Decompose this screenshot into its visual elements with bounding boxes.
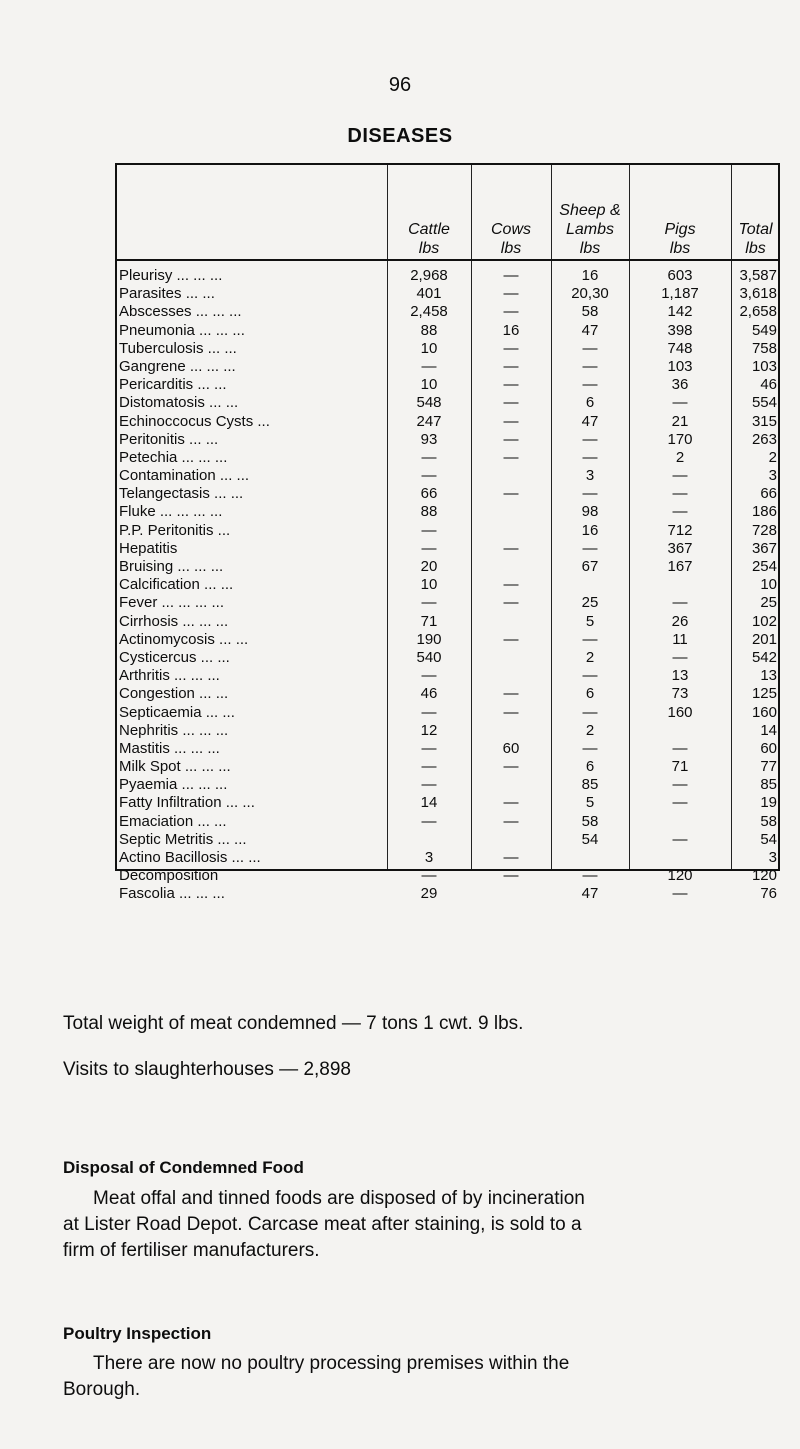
row-label: Cysticercus ... ... bbox=[119, 648, 230, 666]
cell-pigs: 21 bbox=[671, 412, 689, 430]
total-weight-text: Total weight of meat condemned — 7 tons 1 cwt. 9 lbs. bbox=[63, 1013, 524, 1034]
cell-pigs: 712 bbox=[667, 521, 693, 539]
row-label: Cirrhosis ... ... ... bbox=[119, 612, 229, 630]
cell-cows: — bbox=[503, 412, 519, 430]
cell-cows: — bbox=[503, 303, 519, 321]
cell-cows: — bbox=[503, 339, 519, 357]
cell-total: 367 bbox=[751, 539, 777, 557]
header-pigs-line1: Pigs bbox=[664, 221, 696, 238]
cell-pigs: 398 bbox=[667, 321, 693, 339]
cell-cows: — bbox=[503, 485, 519, 503]
row-label: Bruising ... ... ... bbox=[119, 558, 224, 575]
row-label: Fever ... ... ... ... bbox=[119, 594, 225, 612]
header-sheep-line1: Sheep & bbox=[559, 202, 621, 219]
row-label: Echinoccocus Cysts ... bbox=[119, 412, 270, 430]
cell-pigs: 71 bbox=[671, 758, 689, 776]
row-label: Petechia ... ... ... bbox=[119, 448, 228, 466]
table-row bbox=[119, 267, 778, 285]
row-label: Milk Spot ... ... ... bbox=[119, 758, 231, 776]
table-row bbox=[119, 431, 778, 449]
table-row bbox=[119, 631, 778, 649]
cell-cattle: 29 bbox=[420, 885, 438, 903]
row-label: Decomposition bbox=[119, 867, 219, 885]
cell-cattle: 46 bbox=[420, 685, 438, 703]
cell-sheep: 3 bbox=[585, 467, 595, 485]
page-title: DISEASES bbox=[347, 125, 453, 147]
row-label: Parasites ... ... bbox=[119, 285, 215, 303]
cell-total: 3 bbox=[768, 849, 777, 866]
cell-pigs: — bbox=[672, 648, 688, 666]
cell-sheep: 67 bbox=[581, 558, 599, 575]
cell-sheep: 54 bbox=[581, 830, 599, 848]
cell-pigs: — bbox=[672, 503, 688, 521]
cell-cows: — bbox=[503, 539, 519, 557]
table-row bbox=[119, 449, 778, 467]
table-row bbox=[119, 813, 778, 831]
cell-pigs: 748 bbox=[667, 339, 693, 357]
row-label: Actinomycosis ... ... bbox=[119, 630, 249, 648]
cell-cows: — bbox=[503, 849, 519, 866]
cell-cattle: — bbox=[421, 357, 437, 375]
header-pigs-line2: lbs bbox=[669, 240, 691, 257]
cell-cattle: — bbox=[421, 739, 437, 757]
row-label: Telangectasis ... ... bbox=[119, 485, 244, 503]
cell-cattle: 10 bbox=[420, 576, 438, 594]
poultry-paragraph bbox=[63, 1351, 789, 1403]
row-label: Calcification ... ... bbox=[119, 576, 234, 594]
cell-cows: — bbox=[503, 685, 519, 703]
cell-cattle: 88 bbox=[420, 321, 438, 339]
cell-cattle: — bbox=[421, 667, 437, 685]
disposal-line-3: firm of fertiliser manufacturers. bbox=[63, 1240, 320, 1261]
cell-sheep: — bbox=[582, 739, 598, 757]
header-sheep-line3: lbs bbox=[579, 240, 601, 257]
cell-total: 3 bbox=[768, 467, 777, 485]
row-label: Pneumonia ... ... ... bbox=[119, 321, 245, 339]
cell-cows: — bbox=[503, 448, 519, 466]
cell-pigs: 36 bbox=[671, 376, 689, 394]
table-row bbox=[119, 831, 778, 849]
cell-cattle: 401 bbox=[416, 285, 442, 303]
table-row bbox=[119, 485, 778, 503]
row-label: Congestion ... ... bbox=[119, 685, 229, 703]
cell-cows: — bbox=[503, 703, 519, 721]
header-pigs bbox=[629, 190, 731, 258]
cell-cattle: 540 bbox=[416, 648, 442, 666]
cell-cattle: — bbox=[421, 539, 437, 557]
header-cattle-line2: lbs bbox=[418, 240, 440, 257]
cell-cattle: 14 bbox=[420, 794, 438, 812]
cell-pigs: 367 bbox=[667, 539, 693, 557]
cell-total: 315 bbox=[751, 412, 777, 430]
row-label: Pyaemia ... ... ... bbox=[119, 776, 228, 794]
cell-sheep: — bbox=[582, 357, 598, 375]
cell-pigs: — bbox=[672, 776, 688, 794]
table-row bbox=[119, 503, 778, 521]
row-label: Septic Metritis ... ... bbox=[119, 830, 247, 848]
cell-total: 19 bbox=[760, 794, 777, 812]
cell-cattle: 247 bbox=[416, 412, 442, 430]
cell-sheep: — bbox=[582, 448, 598, 466]
cell-sheep: 85 bbox=[581, 776, 599, 794]
diseases-table bbox=[115, 163, 780, 903]
row-label: Arthritis ... ... ... bbox=[119, 667, 220, 685]
poultry-line-1: There are now no poultry processing premises within the bbox=[93, 1353, 570, 1374]
cell-cattle: — bbox=[421, 448, 437, 466]
cell-pigs: — bbox=[672, 467, 688, 485]
cell-total: 102 bbox=[751, 612, 777, 630]
cell-sheep: 16 bbox=[581, 521, 599, 539]
cell-cows: — bbox=[503, 430, 519, 448]
cell-total: 3,618 bbox=[739, 285, 777, 303]
poultry-line-2: Borough. bbox=[63, 1379, 141, 1400]
cell-cattle: — bbox=[421, 521, 437, 539]
cell-total: 10 bbox=[760, 576, 777, 594]
cell-sheep: 98 bbox=[581, 503, 599, 521]
cell-sheep: 2 bbox=[585, 648, 595, 666]
cell-total: 758 bbox=[751, 339, 777, 357]
table-row bbox=[119, 522, 778, 540]
disposal-line-2: at Lister Road Depot. Carcase meat after staining, is sold to a bbox=[63, 1214, 582, 1235]
cell-total: 13 bbox=[760, 667, 777, 685]
table-row bbox=[119, 322, 778, 340]
cell-total: 46 bbox=[760, 376, 777, 394]
cell-cattle: — bbox=[421, 776, 437, 794]
cell-sheep: — bbox=[582, 539, 598, 557]
cell-cattle: 71 bbox=[420, 612, 438, 630]
cell-total: 160 bbox=[751, 703, 777, 721]
cell-cows: — bbox=[503, 594, 519, 612]
cell-total: 60 bbox=[760, 739, 777, 757]
cell-sheep: 6 bbox=[585, 685, 595, 703]
cell-cattle: 20 bbox=[420, 558, 438, 575]
cell-sheep: 6 bbox=[585, 394, 595, 412]
cell-pigs: — bbox=[672, 830, 688, 848]
cell-total: 77 bbox=[760, 758, 777, 776]
cell-sheep: — bbox=[582, 867, 598, 885]
table-row bbox=[119, 540, 778, 558]
cell-pigs: — bbox=[672, 594, 688, 612]
table-row bbox=[119, 467, 778, 485]
cell-sheep: 5 bbox=[585, 794, 595, 812]
table-row bbox=[119, 867, 778, 885]
row-label: Actino Bacillosis ... ... bbox=[119, 849, 261, 866]
cell-cows: 16 bbox=[502, 321, 520, 339]
cell-cows: — bbox=[503, 758, 519, 776]
table-row bbox=[119, 340, 778, 358]
cell-pigs: 2 bbox=[675, 448, 685, 466]
table-row bbox=[119, 722, 778, 740]
header-sheep-line2: Lambs bbox=[565, 221, 615, 238]
cell-sheep: — bbox=[582, 485, 598, 503]
cell-sheep: — bbox=[582, 667, 598, 685]
row-label: Septicaemia ... ... bbox=[119, 703, 235, 721]
cell-pigs: 13 bbox=[671, 667, 689, 685]
cell-cattle: 190 bbox=[416, 630, 442, 648]
table-row bbox=[119, 685, 778, 703]
cell-sheep: 6 bbox=[585, 758, 595, 776]
cell-pigs: 167 bbox=[667, 558, 693, 575]
cell-pigs: — bbox=[672, 394, 688, 412]
row-label: Fascolia ... ... ... bbox=[119, 885, 225, 903]
cell-cattle: 12 bbox=[420, 721, 438, 739]
cell-cows: — bbox=[503, 285, 519, 303]
cell-sheep: — bbox=[582, 430, 598, 448]
cell-pigs: — bbox=[672, 485, 688, 503]
cell-cattle: 10 bbox=[420, 339, 438, 357]
cell-cattle: — bbox=[421, 867, 437, 885]
cell-sheep: 5 bbox=[585, 612, 595, 630]
table-row bbox=[119, 740, 778, 758]
poultry-heading: Poultry Inspection bbox=[63, 1324, 212, 1343]
header-cattle bbox=[387, 190, 471, 258]
cell-pigs: — bbox=[672, 739, 688, 757]
cell-pigs: 170 bbox=[667, 430, 693, 448]
cell-total: 728 bbox=[751, 521, 777, 539]
cell-sheep: 16 bbox=[581, 267, 599, 284]
row-label: Tuberculosis ... ... bbox=[119, 339, 237, 357]
table-row bbox=[119, 667, 778, 685]
table-row bbox=[119, 704, 778, 722]
cell-total: 2,658 bbox=[739, 303, 777, 321]
cell-cows: — bbox=[503, 812, 519, 830]
cell-total: 25 bbox=[760, 594, 777, 612]
table-row bbox=[119, 849, 778, 867]
cell-cows: — bbox=[503, 357, 519, 375]
cell-cattle: — bbox=[421, 758, 437, 776]
table-row bbox=[119, 885, 778, 903]
table-row bbox=[119, 285, 778, 303]
cell-pigs: — bbox=[672, 794, 688, 812]
table-row bbox=[119, 394, 778, 412]
cell-total: 58 bbox=[760, 812, 777, 830]
cell-cattle: — bbox=[421, 812, 437, 830]
cell-sheep: 2 bbox=[585, 721, 595, 739]
cell-sheep: 58 bbox=[581, 812, 599, 830]
row-label: Mastitis ... ... ... bbox=[119, 739, 220, 757]
cell-total: 54 bbox=[760, 830, 777, 848]
cell-sheep: 25 bbox=[581, 594, 599, 612]
cell-sheep: 47 bbox=[581, 885, 599, 903]
row-label: Emaciation ... ... bbox=[119, 812, 227, 830]
cell-cattle: 3 bbox=[424, 849, 434, 866]
visits-text: Visits to slaughterhouses — 2,898 bbox=[63, 1059, 351, 1080]
cell-cows: — bbox=[503, 867, 519, 885]
cell-cows: — bbox=[503, 576, 519, 594]
cell-sheep: 47 bbox=[581, 321, 599, 339]
cell-cattle: 88 bbox=[420, 503, 438, 521]
row-label: Hepatitis bbox=[119, 539, 178, 557]
cell-pigs: 120 bbox=[667, 867, 693, 885]
cell-total: 554 bbox=[751, 394, 777, 412]
header-divider bbox=[117, 259, 778, 261]
cell-cattle: 2,968 bbox=[410, 267, 448, 284]
table-row bbox=[119, 649, 778, 667]
cell-sheep: 58 bbox=[581, 303, 599, 321]
table-row bbox=[119, 358, 778, 376]
header-total-line2: lbs bbox=[745, 240, 766, 257]
cell-sheep: — bbox=[582, 376, 598, 394]
cell-cows: — bbox=[503, 376, 519, 394]
cell-total: 254 bbox=[751, 558, 777, 575]
cell-cattle: 10 bbox=[420, 376, 438, 394]
cell-pigs: 103 bbox=[667, 357, 693, 375]
disposal-heading: Disposal of Condemned Food bbox=[63, 1158, 304, 1177]
header-cows bbox=[471, 190, 551, 258]
row-label: Pericarditis ... ... bbox=[119, 376, 227, 394]
cell-cows: — bbox=[503, 267, 519, 284]
table-row bbox=[119, 376, 778, 394]
row-label: Nephritis ... ... ... bbox=[119, 721, 229, 739]
disposal-paragraph bbox=[63, 1186, 789, 1264]
header-total bbox=[731, 190, 780, 258]
cell-total: 3,587 bbox=[739, 267, 777, 284]
cell-sheep: — bbox=[582, 339, 598, 357]
row-label: Gangrene ... ... ... bbox=[119, 357, 236, 375]
cell-total: 14 bbox=[760, 721, 777, 739]
cell-sheep: 47 bbox=[581, 412, 599, 430]
row-label: Contamination ... ... bbox=[119, 467, 250, 485]
cell-pigs: — bbox=[672, 885, 688, 903]
cell-pigs: 11 bbox=[672, 630, 688, 648]
cell-total: 125 bbox=[751, 685, 777, 703]
header-cows-line1: Cows bbox=[490, 221, 531, 238]
cell-total: 103 bbox=[751, 357, 777, 375]
page-number: 96 bbox=[388, 74, 412, 96]
cell-cows: — bbox=[503, 794, 519, 812]
cell-cows: — bbox=[503, 394, 519, 412]
row-label: Fluke ... ... ... ... bbox=[119, 503, 223, 521]
cell-cattle: 93 bbox=[420, 430, 438, 448]
table-row bbox=[119, 776, 778, 794]
cell-total: 120 bbox=[751, 867, 777, 885]
cell-total: 2 bbox=[768, 448, 777, 466]
table-row bbox=[119, 303, 778, 321]
row-label: Peritonitis ... ... bbox=[119, 430, 219, 448]
header-cows-line2: lbs bbox=[500, 240, 522, 257]
row-label: Fatty Infiltration ... ... bbox=[119, 794, 255, 812]
cell-pigs: 1,187 bbox=[661, 285, 699, 303]
row-label: Abscesses ... ... ... bbox=[119, 303, 242, 321]
table-row bbox=[119, 576, 778, 594]
disposal-line-1: Meat offal and tinned foods are disposed of by incineration bbox=[93, 1188, 585, 1209]
table-row bbox=[119, 558, 778, 576]
cell-sheep: — bbox=[582, 703, 598, 721]
cell-cattle: — bbox=[421, 594, 437, 612]
cell-total: 66 bbox=[760, 485, 777, 503]
cell-cows: 60 bbox=[502, 739, 520, 757]
table-row bbox=[119, 594, 778, 612]
cell-sheep: 20,30 bbox=[571, 285, 609, 303]
cell-sheep: — bbox=[582, 630, 598, 648]
row-label: Pleurisy ... ... ... bbox=[119, 267, 223, 284]
table-body bbox=[119, 267, 778, 904]
cell-total: 186 bbox=[751, 503, 777, 521]
cell-cattle: — bbox=[421, 703, 437, 721]
table-row bbox=[119, 794, 778, 812]
cell-pigs: 142 bbox=[667, 303, 693, 321]
table-row bbox=[119, 413, 778, 431]
cell-total: 76 bbox=[760, 885, 777, 903]
table-row bbox=[119, 613, 778, 631]
cell-total: 549 bbox=[751, 321, 777, 339]
header-cattle-line1: Cattle bbox=[408, 221, 450, 238]
cell-cattle: — bbox=[421, 467, 437, 485]
cell-cattle: 66 bbox=[420, 485, 438, 503]
cell-cattle: 2,458 bbox=[410, 303, 448, 321]
cell-pigs: 73 bbox=[671, 685, 689, 703]
table-row bbox=[119, 758, 778, 776]
cell-total: 542 bbox=[751, 648, 777, 666]
cell-pigs: 603 bbox=[667, 267, 693, 284]
cell-cows: — bbox=[503, 630, 519, 648]
cell-pigs: 26 bbox=[671, 612, 689, 630]
row-label: P.P. Peritonitis ... bbox=[119, 521, 231, 539]
header-total-line1: Total bbox=[738, 221, 773, 238]
cell-pigs: 160 bbox=[667, 703, 693, 721]
header-sheep bbox=[551, 190, 629, 258]
cell-cattle: 548 bbox=[416, 394, 442, 412]
cell-total: 263 bbox=[751, 430, 777, 448]
cell-total: 201 bbox=[751, 630, 777, 648]
row-label: Distomatosis ... ... bbox=[119, 394, 239, 412]
cell-total: 85 bbox=[760, 776, 777, 794]
